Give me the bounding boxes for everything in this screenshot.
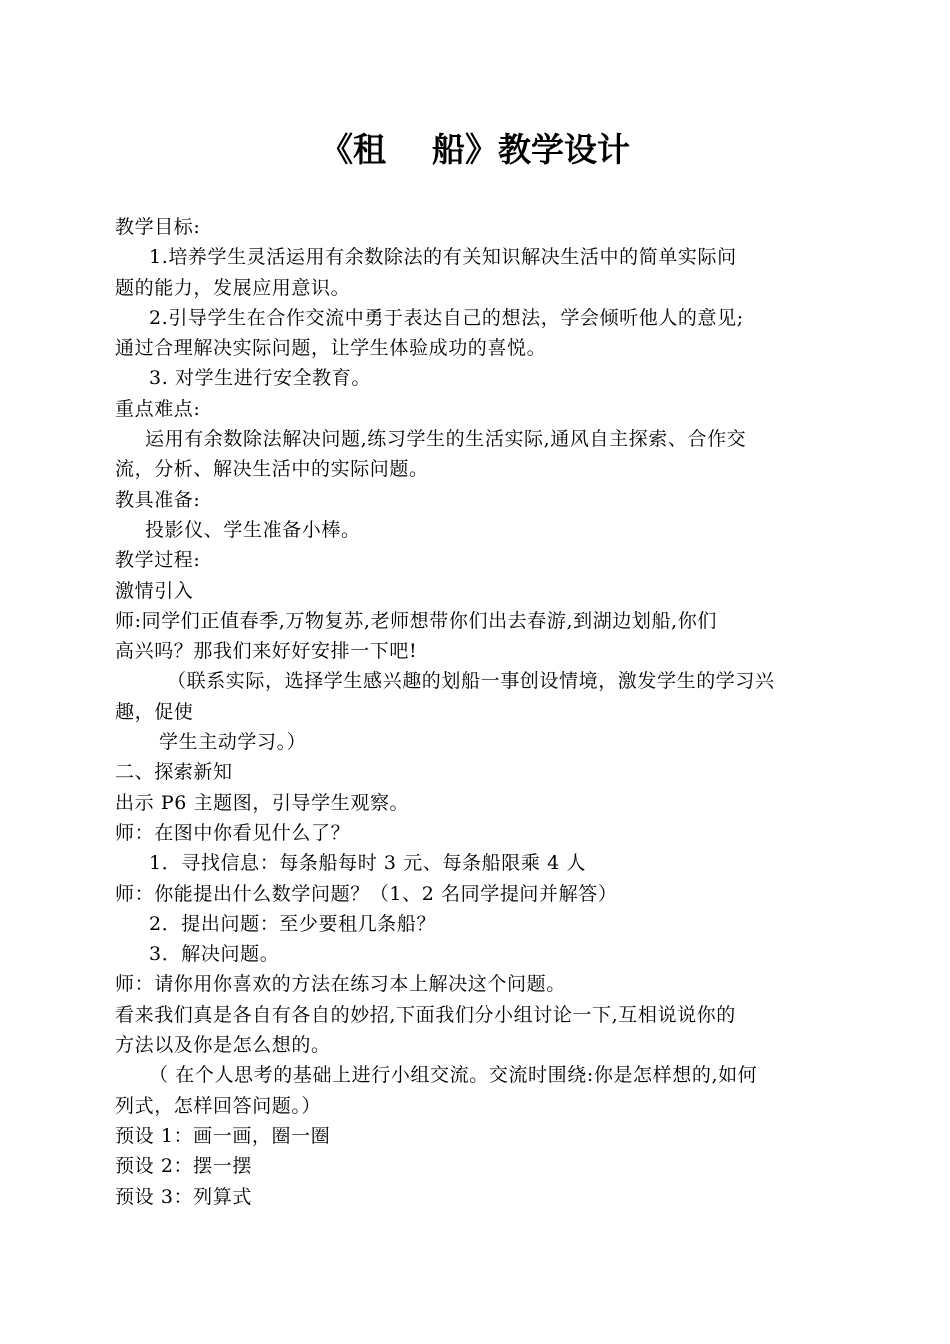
objective-1-line-2: 题的能力，发展应用意识。: [115, 276, 351, 299]
group-note-line-2: 列式，怎样回答问题。）: [115, 1094, 322, 1117]
teaching-aids-text: 投影仪、学生准备小棒。: [145, 518, 361, 541]
teacher-instruction: 师：请你用你喜欢的方法在练习本上解决这个问题。: [115, 973, 566, 996]
objective-1-line-1: 1.培养学生灵活运用有余数除法的有关知识解决生活中的简单实际问: [149, 246, 737, 269]
teacher-line-2: 高兴吗？那我们来好好安排一下吧!: [115, 640, 418, 663]
section-introduction: 激情引入: [115, 579, 194, 602]
preset-1: 预设 1：画一画，圈一圈: [115, 1124, 331, 1147]
teacher-line-1: 师:同学们正值春季,万物复苏,老师想带你们出去春游,到湖边划船,你们: [115, 609, 717, 632]
key-points-line-1: 运用有余数除法解决问题,练习学生的生活实际,通风自主探索、合作交: [145, 428, 747, 451]
discussion-line-2: 方法以及你是怎么想的。: [115, 1034, 331, 1057]
section-explore: 二、探索新知: [115, 761, 233, 784]
note-line-1: （联系实际，选择学生感兴趣的划船一事创设情境，激发学生的学习兴: [167, 670, 775, 693]
objective-2-line-2: 通过合理解决实际问题，让学生体验成功的喜悦。: [115, 337, 547, 360]
group-note-line-1: （ 在个人思考的基础上进行小组交流。交流时围绕:你是怎样想的,如何: [149, 1064, 758, 1087]
objective-3: 3. 对学生进行安全教育。: [149, 367, 371, 390]
note-line-2: 趣，促使: [115, 700, 194, 723]
teacher-question-2: 师：你能提出什么数学问题？（1、2 名同学提问并解答）: [115, 882, 618, 905]
heading-teaching-objectives: 教学目标:: [115, 216, 201, 238]
step-3-solve: 3．解决问题。: [149, 943, 280, 966]
note-line-3: 学生主动学习。）: [159, 731, 307, 754]
key-points-line-2: 流，分析、解决生活中的实际问题。: [115, 458, 429, 481]
preset-3: 预设 3：列算式: [115, 1185, 252, 1208]
objective-2-line-1: 2.引导学生在合作交流中勇于表达自己的想法，学会倾听他人的意见;: [149, 306, 744, 329]
heading-key-points: 重点难点:: [115, 397, 201, 420]
heading-teaching-process: 教学过程:: [115, 549, 201, 572]
teacher-question-1: 师：在图中你看见什么了？: [115, 821, 351, 844]
discussion-line-1: 看来我们真是各自有各自的妙招,下面我们分小组讨论一下,互相说说你的: [115, 1003, 736, 1026]
heading-teaching-aids: 教具准备:: [115, 488, 201, 511]
document-title: 《租 船》教学设计: [320, 130, 630, 169]
show-picture-line: 出示 P6 主题图，引导学生观察。: [115, 791, 410, 814]
preset-2: 预设 2：摆一摆: [115, 1155, 252, 1178]
step-2-ask-question: 2．提出问题：至少要租几条船？: [149, 912, 437, 935]
document-body: [115, 212, 841, 1212]
step-1-find-info: 1．寻找信息：每条船每时 3 元、每条船限乘 4 人: [149, 852, 587, 875]
